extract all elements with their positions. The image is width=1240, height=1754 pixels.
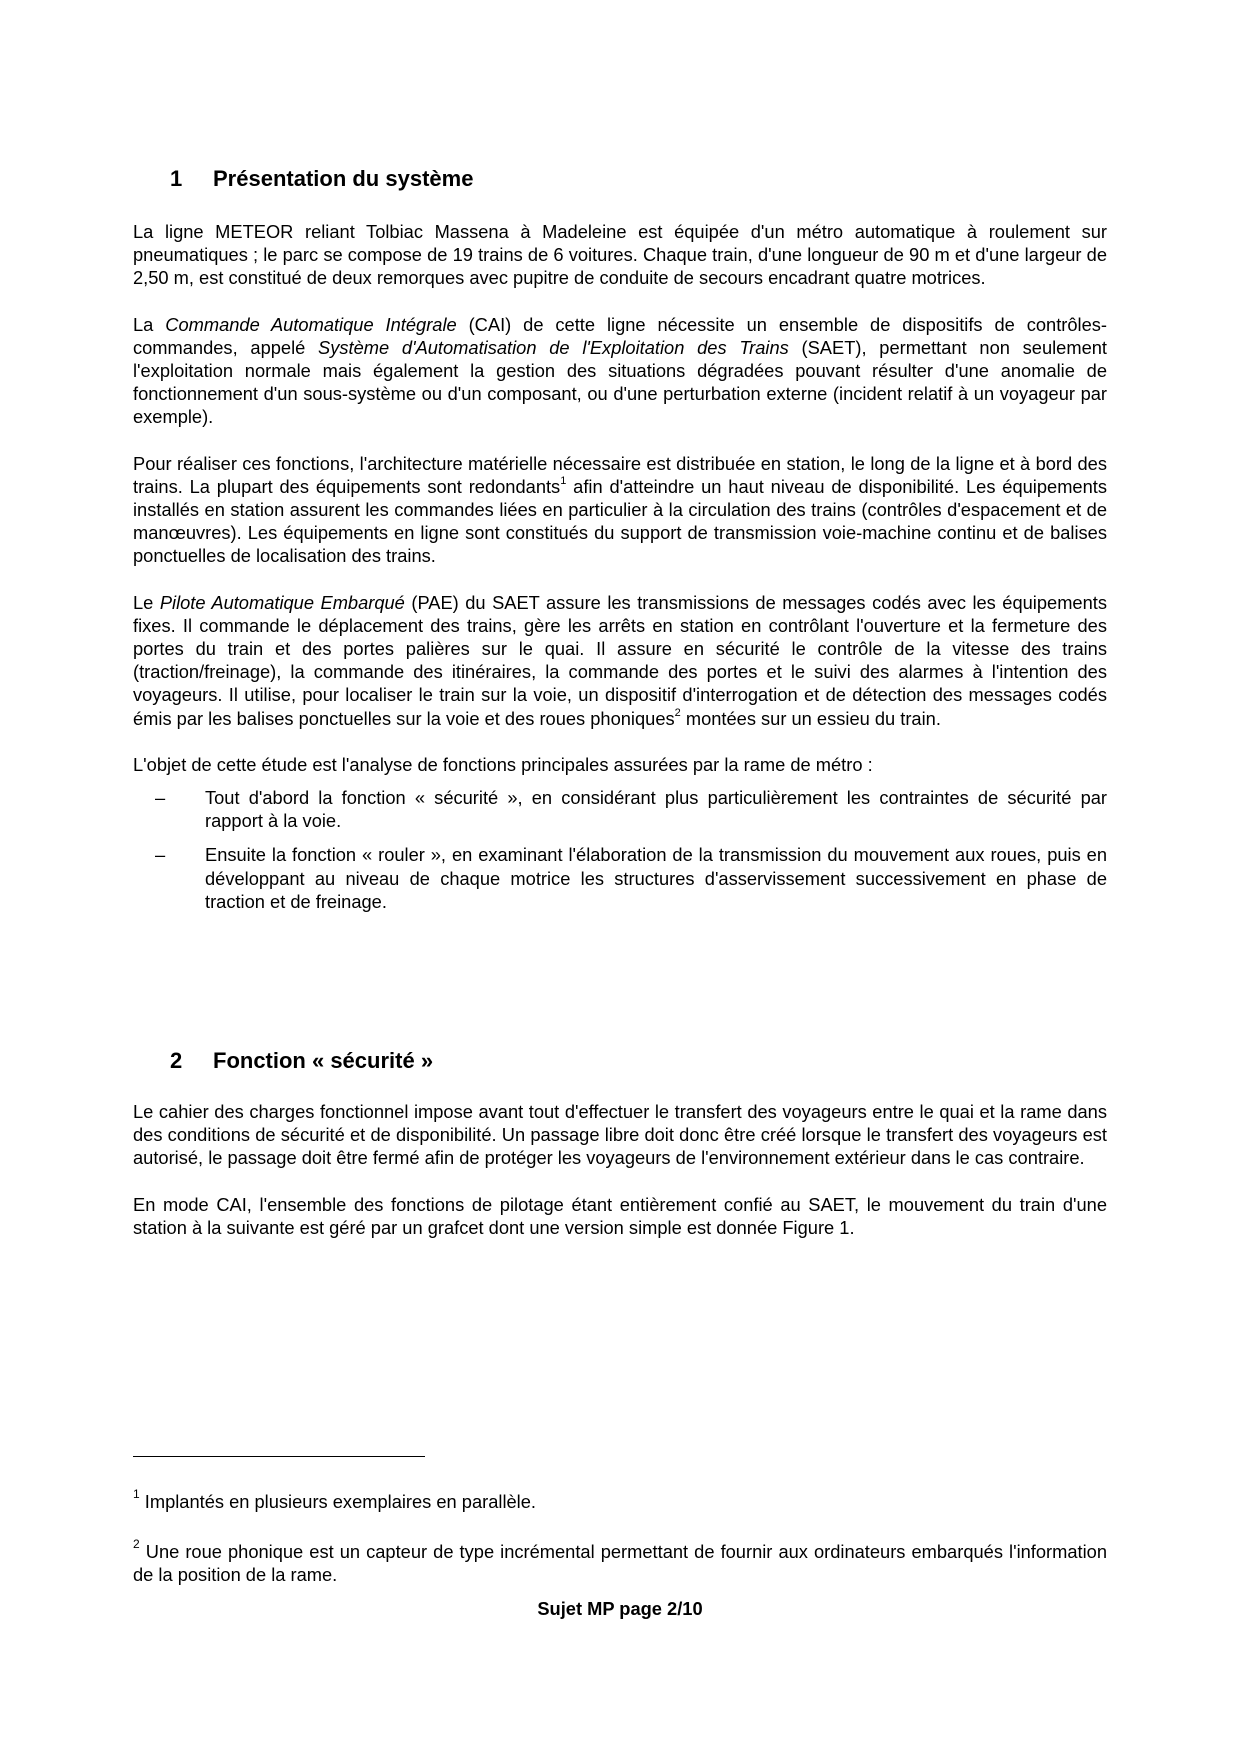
bullet-list (133, 786, 1107, 913)
paragraph: La ligne METEOR reliant Tolbiac Massena à Madeleine est équipée d'un métro automatique à roulement sur pneumatiques ; le parc se compose de 19 trains de 6 voitures. Chaque train, d'une longueur de 90 m et d'une largeur de 2,50 m, est constitué de deux remorques avec pupitre de conduite de secours encadrant quatre motrices. (133, 221, 1107, 289)
section-2-number: 2 (170, 1048, 183, 1073)
dash-bullet: – (155, 787, 166, 809)
section-1-title: Présentation du système (213, 166, 474, 191)
list-item: – Ensuite la fonction « rouler », en examinant l'élaboration de la transmission du mouvement aux roues, puis en développant au niveau de chaque motrice les structures d'asservissement successivement en phase de traction et de freinage. (155, 844, 1107, 912)
list-item: – Tout d'abord la fonction « sécurité », en considérant plus particulièrement les contraintes de sécurité par rapport à la voie. (155, 787, 1107, 832)
emphasis: Commande Automatique Intégrale (165, 313, 457, 335)
section-2-body (133, 1100, 1107, 1262)
paragraph: En mode CAI, l'ensemble des fonctions de pilotage étant entièrement confié au SAET, le mouvement du train d'une station à la suivante est géré par un grafcet dont une version simple est donnée Figure 1. (133, 1193, 1107, 1238)
section-1-heading (170, 166, 473, 192)
paragraph: Pour réaliser ces fonctions, l'architecture matérielle nécessaire est distribuée en station, le long de la ligne et à bord des trains. La plupart des équipements sont redondants$^1$ afin d'atteindre un haut niveau de disponibilité. Les équipements installés en station assurent les commandes liées en particulier à la circulation des trains (contrôles d'espacement et de manœuvres). Les équipements en ligne sont constitués du support de transmission voie-machine continu et de balises ponctuelles de localisation des trains. (133, 452, 1107, 567)
footnote-mark: 2 (133, 1536, 140, 1551)
emphasis: Pilote Automatique Embarqué (159, 591, 405, 613)
footnote-1: $^1$ Implantés en plusieurs exemplaires en parallèle. (133, 1486, 536, 1512)
paragraph: La Commande Automatique Intégrale (CAI) de cette ligne nécessite un ensemble de dispositifs de contrôles-commandes, appelé Système d'Automatisation de l'Exploitation des Trains (SAET), permettant non seulement l'exploitation normale mais également la gestion des situations dégradées pouvant résulter d'une anomalie de fonctionnement d'un sous-système ou d'un composant, ou d'une perturbation externe (incident relatif à un voyageur par exemple). (133, 313, 1107, 428)
footnote-ref: 2 (674, 706, 681, 719)
footnote-2: $^2$ Une roue phonique est un capteur de type incrémental permettant de fournir aux ordinateurs embarqués l'information de la position de la rame. (133, 1536, 1107, 1585)
paragraph: Le cahier des charges fonctionnel impose avant tout d'effectuer le transfert des voyageurs entre le quai et la rame dans des conditions de sécurité et de disponibilité. Un passage libre doit donc être créé lorsque le transfert des voyageurs est autorisé, le passage doit être fermé afin de protéger les voyageurs de l'environnement extérieur dans le cas contraire. (133, 1101, 1107, 1169)
dash-bullet: – (155, 844, 166, 866)
paragraph: L'objet de cette étude est l'analyse de fonctions principales assurées par la rame de métro : (133, 753, 873, 775)
footnote-ref: 1 (560, 474, 567, 487)
section-1-body (133, 220, 1107, 924)
paragraph: Le Pilote Automatique Embarqué (PAE) du SAET assure les transmissions de messages codés avec les équipements fixes. Il commande le déplacement des trains, gère les arrêts en station en contrôlant l'ouverture et la fermeture des portes du train et des portes palières sur le quai. Il assure en sécurité le contrôle de la vitesse des trains (traction/freinage), la commande des itinéraires, la commande des portes et le suivi des alarmes à l'intention des voyageurs. Il utilise, pour localiser le train sur la voie, un dispositif d'interrogation et de détection des messages codés émis par les balises ponctuelles sur la voie et des roues phoniques$^2$ montées sur un essieu du train. (133, 591, 1107, 729)
emphasis: Système d'Automatisation de l'Exploitation des Trains (318, 336, 789, 358)
footnote-mark: 1 (133, 1486, 140, 1501)
footnote-separator (133, 1456, 425, 1457)
section-2-heading (170, 1048, 433, 1074)
section-1-number: 1 (170, 166, 183, 191)
section-2-title: Fonction « sécurité » (213, 1048, 434, 1073)
page-footer: Sujet MP page 2/10 (537, 1598, 703, 1619)
